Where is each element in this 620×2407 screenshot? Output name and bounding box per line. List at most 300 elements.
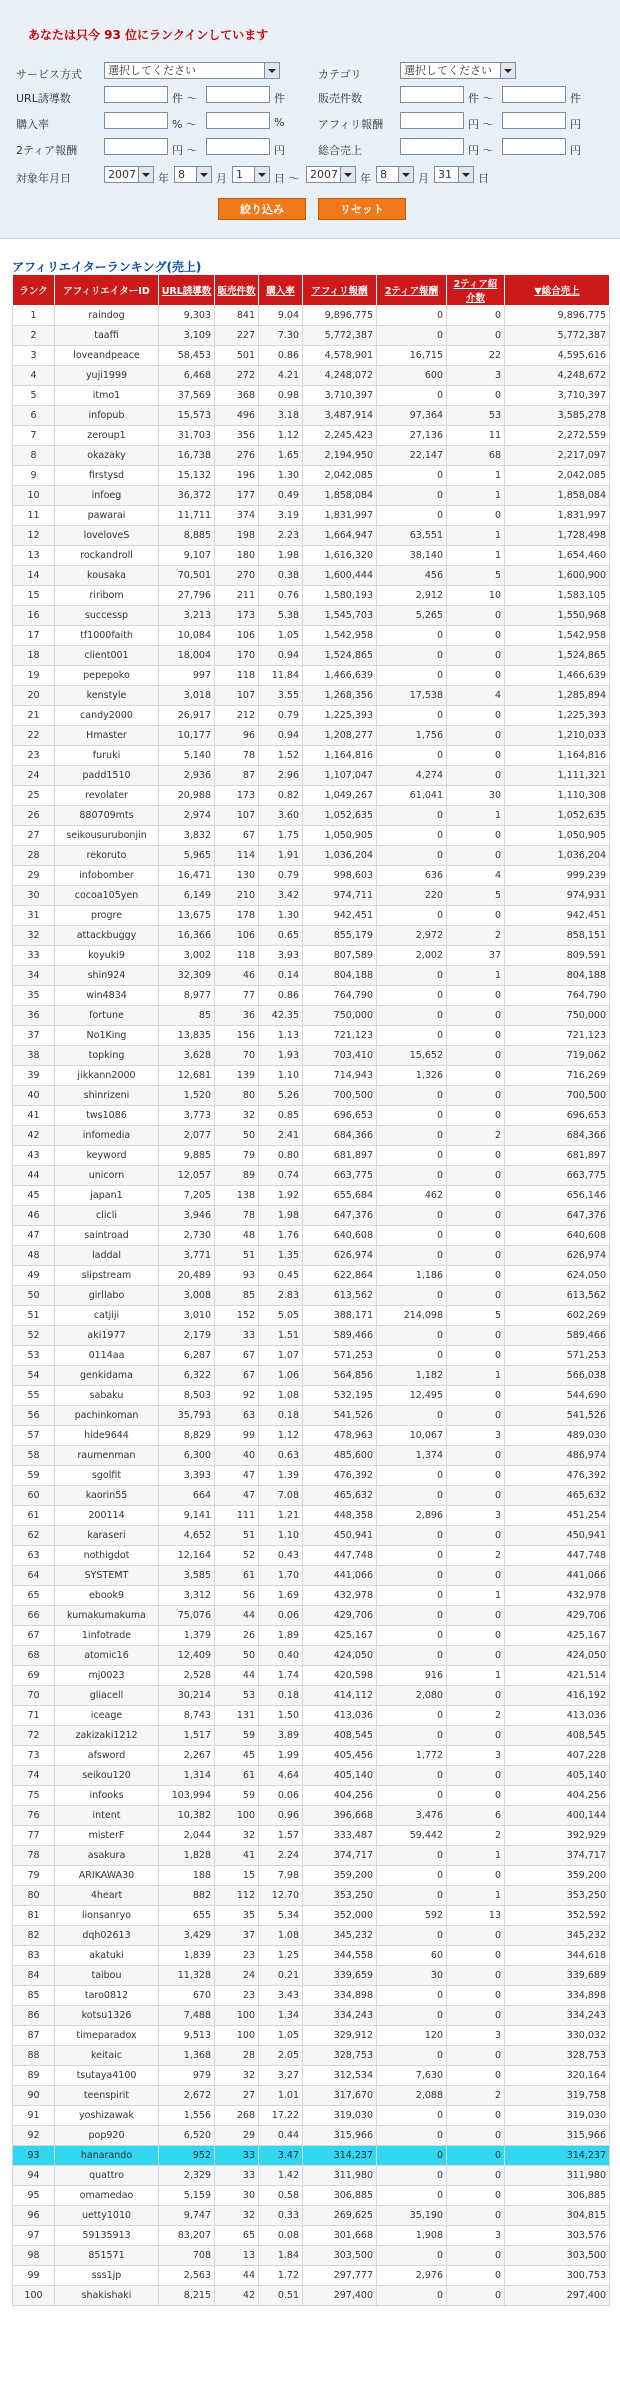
tier2-referrals-cell: 0 [447,1006,505,1026]
purchase-rate-cell: 1.72 [259,2266,303,2286]
rank-cell: 20 [13,686,55,706]
affiliate-reward-cell: 450,941 [303,1526,377,1546]
url-guide-cell: 2,936 [159,766,215,786]
col-tier2-referrals[interactable]: 2ティア紹介数 [447,275,505,306]
rank-cell: 65 [13,1586,55,1606]
total-sales-cell: 696,653 [505,1106,610,1126]
table-row [13,2126,610,2146]
affiliate-id-cell: win4834 [55,986,159,1006]
affiliate-id-cell: girllabo [55,1286,159,1306]
purchase-rate-unit-from: % 〜 [172,118,197,131]
url-guide-cell: 83,207 [159,2226,215,2246]
sales-count-cell: 29 [215,2126,259,2146]
rank-cell: 9 [13,466,55,486]
sales-count-cell: 53 [215,1686,259,1706]
affiliate-reward-cell: 1,052,635 [303,806,377,826]
purchase-rate-cell: 12.70 [259,1886,303,1906]
rank-cell: 87 [13,2026,55,2046]
sales-count-cell: 36 [215,1006,259,1026]
sales-count-cell: 152 [215,1306,259,1326]
sales-count-cell: 99 [215,1426,259,1446]
table-row [13,986,610,1006]
tier2-referrals-cell: 53 [447,406,505,426]
total-sales-cell: 304,815 [505,2206,610,2226]
total-sales-cell: 303,576 [505,2226,610,2246]
total-sales-cell: 1,600,900 [505,566,610,586]
url-guide-cell: 11,328 [159,1966,215,1986]
affiliate-id-cell: asakura [55,1846,159,1866]
tier2-reward-cell: 214,098 [377,1306,447,1326]
url-guide-cell: 3,628 [159,1046,215,1066]
url-guide-cell: 8,215 [159,2286,215,2306]
rank-cell: 3 [13,346,55,366]
rank-cell: 59 [13,1466,55,1486]
affiliate-reward-cell: 441,066 [303,1566,377,1586]
tier2-reward-cell: 1,756 [377,726,447,746]
rank-cell: 71 [13,1706,55,1726]
url-guide-min-input[interactable] [104,86,168,103]
purchase-rate-cell: 5.38 [259,606,303,626]
table-row [13,1706,610,1726]
affiliate-id-cell: 59135913 [55,2226,159,2246]
tier2-referrals-cell: 0 [447,1686,505,1706]
total-sales-cell: 4,248,672 [505,366,610,386]
sales-count-cell: 139 [215,1066,259,1086]
tier2-reward-cell: 15,652 [377,1046,447,1066]
total-sales-cell: 809,591 [505,946,610,966]
table-row [13,706,610,726]
tier2-referrals-cell: 1 [447,966,505,986]
sales-count-cell: 56 [215,1586,259,1606]
service-type-select[interactable] [104,62,280,79]
tier2-reward-cell: 0 [377,1706,447,1726]
affiliate-reward-cell: 405,456 [303,1746,377,1766]
table-row [13,506,610,526]
url-guide-cell: 31,703 [159,426,215,446]
sales-count-cell: 27 [215,2086,259,2106]
tier2-referrals-cell: 30 [447,786,505,806]
tier2-reward-cell: 0 [377,706,447,726]
affiliate-reward-cell: 344,558 [303,1946,377,1966]
tier2-reward-max-input[interactable] [206,138,270,155]
affiliate-reward-cell: 353,250 [303,1886,377,1906]
sales-count-cell: 841 [215,306,259,326]
rank-cell: 97 [13,2226,55,2246]
affiliate-reward-cell: 750,000 [303,1006,377,1026]
to-month-select[interactable] [376,166,414,183]
url-guide-cell: 8,885 [159,526,215,546]
table-row [13,1686,610,1706]
sales-count-cell: 50 [215,1126,259,1146]
rank-cell: 21 [13,706,55,726]
tier2-reward-cell: 38,140 [377,546,447,566]
affiliate-id-cell: cocoa105yen [55,886,159,906]
affiliate-reward-cell: 2,042,085 [303,466,377,486]
purchase-rate-max-input[interactable] [206,112,270,129]
total-sales-cell: 5,772,387 [505,326,610,346]
tier2-referrals-cell: 22 [447,346,505,366]
purchase-rate-cell: 0.18 [259,1406,303,1426]
tier2-referrals-cell: 0 [447,1166,505,1186]
tier2-reward-cell: 0 [377,1546,447,1566]
url-guide-cell: 12,057 [159,1166,215,1186]
sales-count-cell: 80 [215,1086,259,1106]
purchase-rate-cell: 5.05 [259,1306,303,1326]
url-guide-cell: 5,965 [159,846,215,866]
tier2-referrals-cell: 3 [447,2026,505,2046]
purchase-rate-cell: 0.06 [259,1786,303,1806]
total-sales-cell: 407,228 [505,1746,610,1766]
category-select-value: 選択してください [404,64,492,77]
tier2-referrals-cell: 0 [447,1086,505,1106]
sales-count-cell: 51 [215,1526,259,1546]
total-sales-cell: 489,030 [505,1426,610,1446]
affiliate-id-cell: taibou [55,1966,159,1986]
affiliate-reward-max-input[interactable] [502,112,566,129]
rank-cell: 15 [13,586,55,606]
total-sales-cell: 647,376 [505,1206,610,1226]
from-year-select[interactable] [104,166,154,183]
affiliate-reward-cell: 3,487,914 [303,406,377,426]
url-guide-cell: 3,946 [159,1206,215,1226]
purchase-rate-cell: 0.06 [259,1606,303,1626]
total-sales-cell: 624,050 [505,1266,610,1286]
sales-count-cell: 112 [215,1886,259,1906]
sales-count-cell: 32 [215,2206,259,2226]
affiliate-id-cell: seikousurubonjin [55,826,159,846]
tier2-reward-cell: 0 [377,626,447,646]
affiliate-id-cell: No1King [55,1026,159,1046]
rank-cell: 89 [13,2066,55,2086]
rank-cell: 25 [13,786,55,806]
url-guide-cell: 2,179 [159,1326,215,1346]
tier2-referrals-cell: 10 [447,586,505,606]
tier2-reward-cell: 0 [377,386,447,406]
chevron-down-icon [264,63,279,78]
tier2-reward-cell: 2,976 [377,2266,447,2286]
to-year-select[interactable] [306,166,356,183]
table-row [13,1506,610,1526]
sales-count-cell: 32 [215,1826,259,1846]
table-row [13,1866,610,1886]
rank-cell: 53 [13,1346,55,1366]
tier2-referrals-cell: 37 [447,946,505,966]
total-sales-max-input[interactable] [502,138,566,155]
tier2-reward-cell: 600 [377,366,447,386]
from-month-value: 8 [178,168,185,181]
total-sales-cell: 1,583,105 [505,586,610,606]
affiliate-reward-cell: 696,653 [303,1106,377,1126]
total-sales-cell: 602,269 [505,1306,610,1326]
col-tier2-reward[interactable]: 2ティア報酬 [377,275,447,306]
rank-cell: 30 [13,886,55,906]
table-row [13,306,610,326]
table-row [13,786,610,806]
purchase-rate-cell: 0.18 [259,1686,303,1706]
tier2-reward-cell: 0 [377,2106,447,2126]
table-row [13,346,610,366]
affiliate-reward-cell: 684,366 [303,1126,377,1146]
affiliate-id-cell: genkidama [55,1366,159,1386]
tier2-reward-cell: 61,041 [377,786,447,806]
affiliate-reward-cell: 1,036,204 [303,846,377,866]
total-sales-cell: 432,978 [505,1586,610,1606]
tier2-reward-cell: 0 [377,1006,447,1026]
filter-button[interactable]: 絞り込み [218,198,306,220]
category-select[interactable] [400,62,516,79]
affiliate-reward-cell: 424,050 [303,1646,377,1666]
total-sales-cell: 3,710,397 [505,386,610,406]
purchase-rate-cell: 0.63 [259,1446,303,1466]
affiliate-id-cell: aki1977 [55,1326,159,1346]
total-sales-cell: 544,690 [505,1386,610,1406]
url-guide-cell: 6,322 [159,1366,215,1386]
tier2-referrals-cell: 1 [447,1366,505,1386]
tier2-reward-cell: 0 [377,1326,447,1346]
affiliate-reward-cell: 413,036 [303,1706,377,1726]
total-sales-cell: 613,562 [505,1286,610,1306]
sales-count-cell: 196 [215,466,259,486]
total-sales-cell: 352,592 [505,1906,610,1926]
affiliate-reward-cell: 311,980 [303,2166,377,2186]
tier2-reward-cell: 0 [377,1026,447,1046]
total-sales-cell: 404,256 [505,1786,610,1806]
reset-button[interactable]: リセット [318,198,406,220]
url-guide-max-input[interactable] [206,86,270,103]
rank-cell: 49 [13,1266,55,1286]
table-row [13,1926,610,1946]
sales-count-cell: 26 [215,1626,259,1646]
affiliate-id-cell: attackbuggy [55,926,159,946]
affiliate-reward-cell: 388,171 [303,1306,377,1326]
sales-count-cell: 100 [215,1806,259,1826]
tier2-reward-cell: 0 [377,1086,447,1106]
affiliate-id-cell: hanarando [55,2146,159,2166]
tier2-reward-cell: 0 [377,1786,447,1806]
purchase-rate-cell: 1.99 [259,1746,303,1766]
affiliate-id-cell: pachinkoman [55,1406,159,1426]
tier2-reward-cell: 2,896 [377,1506,447,1526]
table-row [13,526,610,546]
url-guide-cell: 3,018 [159,686,215,706]
affiliate-id-cell: Hmaster [55,726,159,746]
tier2-reward-unit-to: 円 [274,144,285,157]
tier2-referrals-cell: 0 [447,2146,505,2166]
url-guide-cell: 85 [159,1006,215,1026]
purchase-rate-cell: 5.34 [259,1906,303,1926]
total-sales-cell: 700,500 [505,1086,610,1106]
tier2-reward-cell: 0 [377,2186,447,2206]
tier2-reward-cell: 0 [377,1226,447,1246]
affiliate-reward-cell: 297,777 [303,2266,377,2286]
purchase-rate-cell: 1.75 [259,826,303,846]
purchase-rate-cell: 0.44 [259,2126,303,2146]
affiliate-id-cell: pepepoko [55,666,159,686]
sales-count-cell: 78 [215,1206,259,1226]
rank-cell: 92 [13,2126,55,2146]
tier2-reward-cell: 7,630 [377,2066,447,2086]
from-day-select[interactable] [232,166,270,183]
tier2-reward-cell: 0 [377,806,447,826]
sales-count-cell: 44 [215,1606,259,1626]
table-row [13,2246,610,2266]
sales-count-cell: 32 [215,2066,259,2086]
sales-count-cell: 198 [215,526,259,546]
rank-cell: 14 [13,566,55,586]
url-guide-cell: 9,513 [159,2026,215,2046]
affiliate-reward-cell: 333,487 [303,1826,377,1846]
table-row [13,426,610,446]
url-guide-cell: 7,205 [159,1186,215,1206]
purchase-rate-cell: 0.79 [259,706,303,726]
total-sales-min-input[interactable] [400,138,464,155]
purchase-rate-cell: 1.70 [259,1566,303,1586]
url-guide-cell: 15,573 [159,406,215,426]
table-row [13,386,610,406]
tier2-referrals-cell: 0 [447,1726,505,1746]
affiliate-id-cell: kumakumakuma [55,1606,159,1626]
total-sales-cell: 311,980 [505,2166,610,2186]
url-guide-cell: 103,994 [159,1786,215,1806]
table-row [13,746,610,766]
sales-count-cell: 92 [215,1386,259,1406]
rank-cell: 23 [13,746,55,766]
affiliate-reward-cell: 1,524,865 [303,646,377,666]
url-guide-cell: 9,107 [159,546,215,566]
total-sales-cell: 400,144 [505,1806,610,1826]
url-guide-cell: 952 [159,2146,215,2166]
tier2-referrals-cell: 0 [447,1526,505,1546]
table-row [13,1386,610,1406]
affiliate-id-cell: infopub [55,406,159,426]
tier2-reward-cell: 0 [377,1206,447,1226]
url-guide-cell: 10,177 [159,726,215,746]
ranking-title: アフィリエイターランキング(売上) [12,260,202,274]
table-row [13,2266,610,2286]
table-row [13,1086,610,1106]
table-row [13,686,610,706]
affiliate-id-cell: seikou120 [55,1766,159,1786]
purchase-rate-cell: 7.30 [259,326,303,346]
tier2-referrals-cell: 0 [447,2266,505,2286]
table-row [13,1886,610,1906]
from-month-select[interactable] [174,166,212,183]
sales-count-cell: 78 [215,746,259,766]
sales-count-cell: 37 [215,1926,259,1946]
purchase-rate-unit-to: % [274,116,285,129]
table-row [13,766,610,786]
col-total-sales[interactable]: ▼総合売上 [505,275,610,306]
purchase-rate-min-input[interactable] [104,112,168,129]
affiliate-reward-cell: 465,632 [303,1486,377,1506]
tier2-reward-cell: 27,136 [377,426,447,446]
url-guide-cell: 12,409 [159,1646,215,1666]
to-day-select[interactable] [434,166,474,183]
url-guide-cell: 1,828 [159,1846,215,1866]
table-row [13,1526,610,1546]
url-guide-cell: 9,141 [159,1506,215,1526]
tier2-reward-cell: 0 [377,1146,447,1166]
service-type-select-value: 選択してください [108,64,196,77]
url-guide-cell: 979 [159,2066,215,2086]
affiliate-id-cell: dqh02613 [55,1926,159,1946]
total-sales-cell: 408,545 [505,1726,610,1746]
tier2-referrals-cell: 3 [447,1506,505,1526]
affiliate-id-cell: 1infotrade [55,1626,159,1646]
affiliate-reward-cell: 681,897 [303,1146,377,1166]
tier2-referrals-cell: 2 [447,1126,505,1146]
tier2-reward-cell: 0 [377,1566,447,1586]
col-affiliate-reward[interactable]: アフィリ報酬 [303,275,377,306]
purchase-rate-cell: 7.98 [259,1866,303,1886]
affiliate-id-cell: infomedia [55,1126,159,1146]
tier2-referrals-cell: 0 [447,1786,505,1806]
sales-count-cell: 118 [215,666,259,686]
tier2-reward-min-input[interactable] [104,138,168,155]
col-url-guide[interactable]: URL誘導数 [159,275,215,306]
table-row [13,906,610,926]
url-guide-cell: 3,771 [159,1246,215,1266]
sales-count-cell: 61 [215,1766,259,1786]
table-row [13,2026,610,2046]
total-sales-cell: 1,466,639 [505,666,610,686]
sales-count-min-input[interactable] [400,86,464,103]
purchase-rate-cell: 0.45 [259,1266,303,1286]
sales-count-cell: 374 [215,506,259,526]
url-guide-cell: 27,796 [159,586,215,606]
affiliate-reward-cell: 359,200 [303,1866,377,1886]
total-sales-cell: 1,550,968 [505,606,610,626]
table-row [13,646,610,666]
sales-count-max-input[interactable] [502,86,566,103]
total-sales-cell: 2,272,559 [505,426,610,446]
tier2-referrals-cell: 0 [447,826,505,846]
purchase-rate-cell: 11.84 [259,666,303,686]
affiliate-reward-min-input[interactable] [400,112,464,129]
total-sales-cell: 1,285,894 [505,686,610,706]
col-sales-count[interactable]: 販売件数 [215,275,259,306]
affiliate-reward-cell: 804,188 [303,966,377,986]
total-sales-cell: 942,451 [505,906,610,926]
sales-count-cell: 96 [215,726,259,746]
purchase-rate-cell: 3.19 [259,506,303,526]
total-sales-cell: 2,042,085 [505,466,610,486]
tier2-reward-label: 2ティア報酬 [16,144,78,157]
sales-count-cell: 48 [215,1226,259,1246]
sales-count-cell: 32 [215,1106,259,1126]
url-guide-label: URL誘導数 [16,92,71,105]
tier2-referrals-cell: 0 [447,1046,505,1066]
sales-count-cell: 46 [215,966,259,986]
affiliate-reward-cell: 855,179 [303,926,377,946]
tier2-reward-cell: 0 [377,306,447,326]
affiliate-reward-cell: 314,237 [303,2146,377,2166]
rank-cell: 17 [13,626,55,646]
tier2-referrals-cell: 0 [447,1326,505,1346]
tier2-referrals-cell: 0 [447,1926,505,1946]
rank-cell: 95 [13,2186,55,2206]
purchase-rate-cell: 5.26 [259,1086,303,1106]
affiliate-id-cell: japan1 [55,1186,159,1206]
tier2-referrals-cell: 2 [447,2086,505,2106]
rank-cell: 86 [13,2006,55,2026]
purchase-rate-cell: 3.43 [259,1986,303,2006]
tier2-referrals-cell: 0 [447,666,505,686]
tier2-reward-cell: 1,772 [377,1746,447,1766]
tier2-referrals-cell: 3 [447,1426,505,1446]
col-purchase-rate[interactable]: 購入率 [259,275,303,306]
total-sales-cell: 764,790 [505,986,610,1006]
